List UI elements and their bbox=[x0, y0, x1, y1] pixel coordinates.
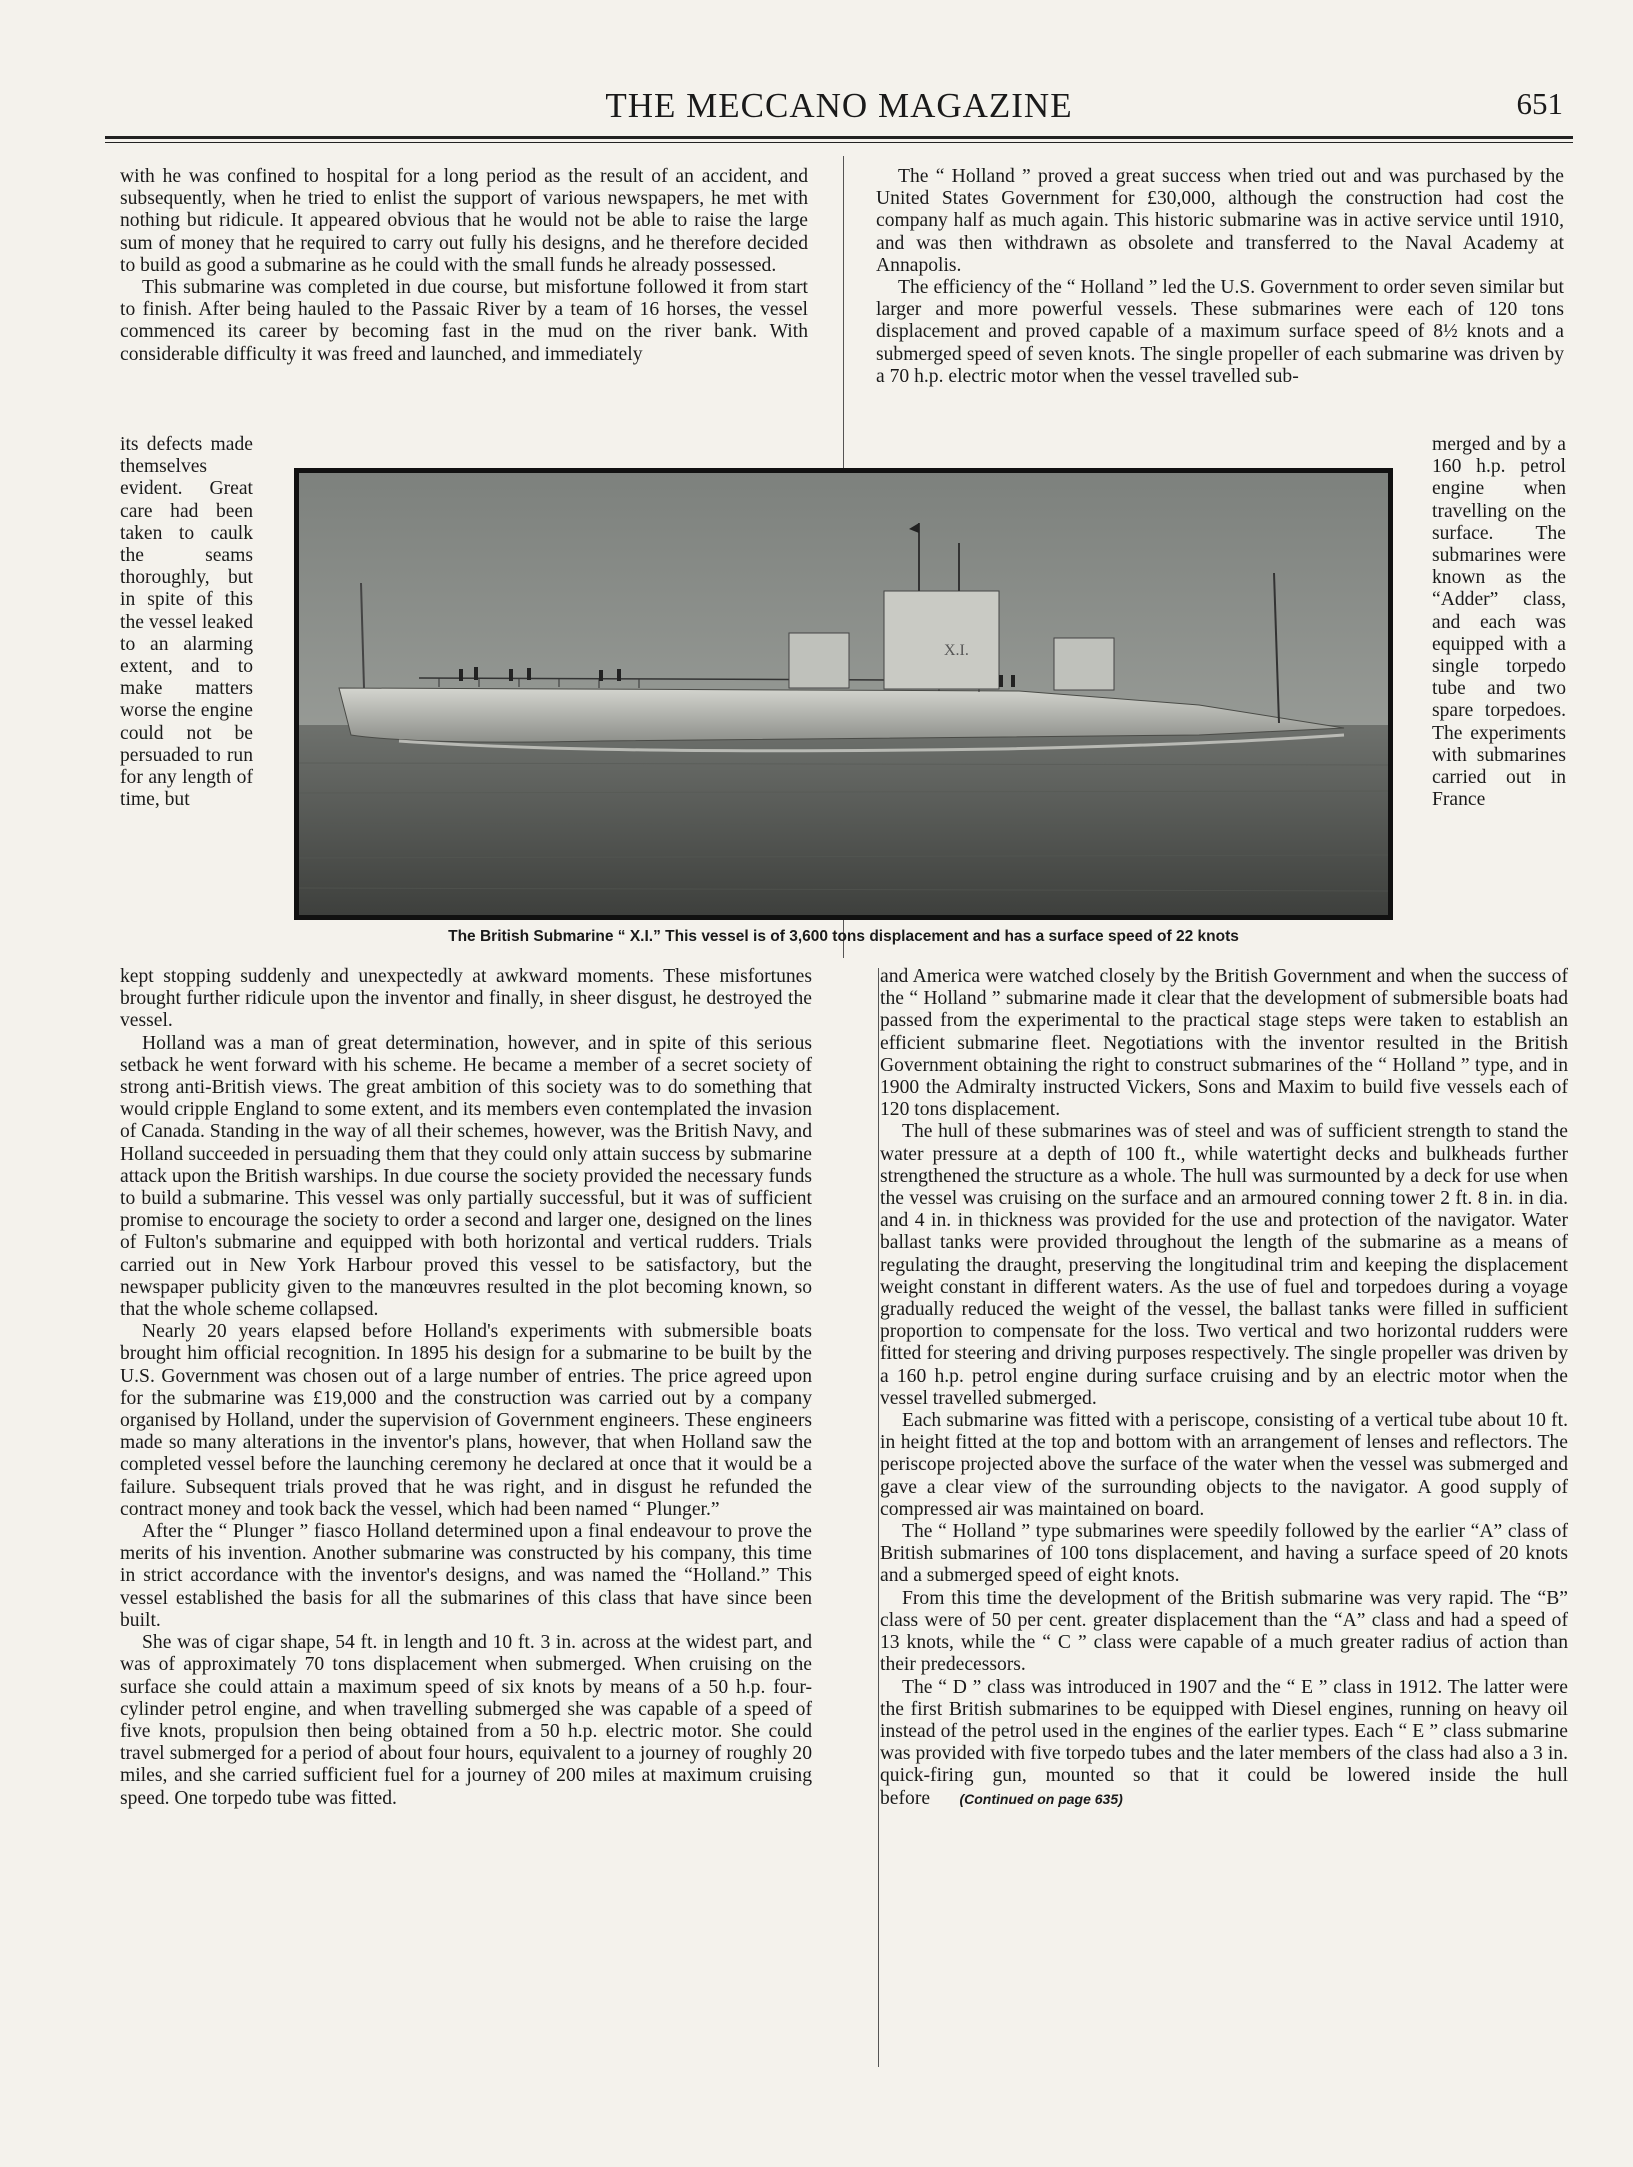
paragraph: The “ Holland ” type submarines were speedily followed by the earlier “A” class of British submarines of 100 tons displacement, and having a surface speed of 20 knots and a submerged speed of eight knots. bbox=[880, 1521, 1568, 1587]
right-column-bottom bbox=[880, 966, 1568, 1810]
paragraph: Nearly 20 years elapsed before Holland's experiments with submersible boats brought him official recognition. In 1895 his design for a submarine to be built by the U.S. Government was chosen out of a large number of entries. The price agreed upon for the submarine was £19,000 and the construction was carried out by a company organised by Holland, under the supervision of Government engineers. These engineers made so many alterations in the inventor's plans, however, that when Holland saw the completed vessel before the launching ceremony he declared at once that it would be a failure. Subsequent trials proved that he was right, and in disgust he refunded the contract money and took back the vessel, which had been named “ Plunger.” bbox=[120, 1321, 812, 1520]
paragraph: Holland was a man of great determination, however, and in spite of this serious setback he went forward with his scheme. He became a member of a secret society of strong anti-British views. The great ambition of this society was to do something that would cripple England to some extent, and its members even contemplated the invasion of Canada. Standing in the way of all their schemes, however, was the British Navy, and Holland succeeded in persuading them that they could only attain success by submarine attack upon the British warships. In due course the society provided the necessary funds to build a submarine. This vessel was only partially successful, but it was of sufficient promise to encourage the society to order a second and larger one, designed on the lines of Fulton's submarine and equipped with both horizontal and vertical rudders. Trials carried out in New York Harbour proved this vessel to be satisfactory, but the newspaper publicity given to the manœuvres resulted in the plot becoming known, so that the whole scheme collapsed. bbox=[120, 1032, 812, 1321]
left-column-top bbox=[120, 166, 808, 366]
submarine-illustration bbox=[299, 473, 1388, 915]
right-column-wrap bbox=[1432, 434, 1566, 811]
paragraph: The hull of these submarines was of steel and was of sufficient strength to stand the water pressure at a depth of 100 ft., while watertight decks and bulkheads further strengthened the structure as a whole. The hull was surmounted by a deck for use when the vessel was cruising on the surface and an armoured conning tower 2 ft. 8 in. in dia. and 4 in. in thickness was provided for the use and protection of the navigator. Water ballast tanks were provided throughout the length of the submarine as a means of regulating the draught, preserving the longitudinal trim and keeping the displacement weight constant in different waters. As the use of fuel and torpedoes during a voyage gradually reduced the weight of the vessel, the ballast tanks were filled in sufficient proportion to compensate for the loss. Two vertical and two horizontal rudders were fitted for steering and driving purposes respectively. The single propeller was driven by a 160 h.p. petrol engine during surface cruising and by an electric motor when the vessel travelled submerged. bbox=[880, 1121, 1568, 1409]
left-column-bottom bbox=[120, 966, 812, 1810]
paragraph: Each submarine was fitted with a periscope, consisting of a vertical tube about 10 ft. in height fitted at the top and bottom with an arrangement of lenses and reflectors. The periscope projected above the surface of the water when the vessel was submerged and gave a clear view of the surrounding objects to the navigator. A good supply of compressed air was maintained on board. bbox=[880, 1410, 1568, 1520]
paragraph: with he was confined to hospital for a long period as the result of an accident, and subsequently, when he tried to enlist the support of various newspapers, he met with nothing but ridicule. It appeared obvious that he would not be able to raise the large sum of money that he required to carry out fully his designs, and he therefore decided to build as good a submarine as he could with the small funds he already possessed. bbox=[120, 166, 808, 276]
page-header bbox=[105, 78, 1573, 130]
magazine-title: THE MECCANO MAGAZINE bbox=[605, 86, 1073, 125]
continued-note: (Continued on page 635) bbox=[959, 1790, 1123, 1807]
hull-marking: X.I. bbox=[944, 642, 969, 659]
paragraph: merged and by a 160 h.p. petrol engine when travelling on the surface. The submarines were known as the “Adder” class, and each was equipped with a single torpedo tube and two spare torpedoes. The experiments with submarines carried out in France bbox=[1432, 434, 1566, 811]
paragraph: The efficiency of the “ Holland ” led the U.S. Government to order seven similar but larger and more powerful vessels. These submarines were each of 120 tons displacement and proved capable of a maximum surface speed of 8½ knots and a submerged speed of seven knots. The single propeller of each submarine was driven by a 70 h.p. electric motor when the vessel travelled sub- bbox=[876, 277, 1564, 387]
paragraph-text: The “ D ” class was introduced in 1907 and the “ E ” class in 1912. The latter were the first British submarines to be equipped with Diesel engines, running on heavy oil instead of the petrol used in the engines of the earlier types. Each “ E ” class submarine was provided with five torpedo tubes and the later members of the class had also a 3 in. quick-firing gun, mounted so that it could be lowered inside the hull before bbox=[880, 1676, 1568, 1809]
right-column-top bbox=[876, 166, 1564, 388]
left-column-wrap bbox=[120, 434, 253, 811]
paragraph: its defects made themselves evident. Great care had been taken to caulk the seams thoroughly, but in spite of this the vessel leaked to an alarming extent, and to make matters worse the engine could not be persuaded to run for any length of time, but bbox=[120, 434, 253, 811]
paragraph: She was of cigar shape, 54 ft. in length and 10 ft. 3 in. across at the widest part, and was of approximately 70 tons displacement when submerged. When cruising on the surface she could attain a maximum speed of six knots by means of a 50 h.p. four-cylinder petrol engine, and when travelling submerged she was capable of a speed of five knots, propulsion then being obtained from a 50 h.p. electric motor. She could travel submerged for a period of about four hours, equivalent to a journey of roughly 20 miles, and she carried sufficient fuel for a journey of 200 miles at maximum cruising speed. One torpedo tube was fitted. bbox=[120, 1632, 812, 1809]
header-rule-thin bbox=[105, 142, 1573, 143]
page-number: 651 bbox=[1516, 86, 1563, 121]
header-rule bbox=[105, 136, 1573, 139]
paragraph: After the “ Plunger ” fiasco Holland determined upon a final endeavour to prove the merits of his invention. Another submarine was constructed by his company, this time in strict accordance with the inventor's designs, and was named the “Holland.” This vessel established the basis for all the submarines of this class that have since been built. bbox=[120, 1521, 812, 1631]
paragraph: From this time the development of the British submarine was very rapid. The “B” class were of 50 per cent. greater displacement than the “A” class and had a speed of 13 knots, while the “ C ” class were capable of a much greater radius of action than their predecessors. bbox=[880, 1587, 1568, 1676]
paragraph: kept stopping suddenly and unexpectedly at awkward moments. These misfortunes brought further ridicule upon the inventor and finally, in sheer disgust, he destroyed the vessel. bbox=[120, 966, 812, 1032]
column-divider bbox=[878, 968, 879, 2067]
submarine-photo bbox=[294, 468, 1393, 920]
paragraph: This submarine was completed in due course, but misfortune followed it from start to finish. After being hauled to the Passaic River by a team of 16 horses, the vessel commenced its career by becoming fast in the mud on the river bank. With considerable difficulty it was freed and launched, and immediately bbox=[120, 277, 808, 365]
photo-caption: The British Submarine “ X.I.” This vessel is of 3,600 tons displacement and has a surface speed of 22 knots bbox=[448, 928, 1239, 945]
paragraph bbox=[880, 1677, 1568, 1810]
paragraph: The “ Holland ” proved a great success when tried out and was purchased by the United States Government for £30,000, although the construction had cost the company half as much again. This historic submarine was in active service until 1910, and was then withdrawn as obsolete and transferred to the Naval Academy at Annapolis. bbox=[876, 166, 1564, 276]
paragraph: and America were watched closely by the British Government and when the success of the “ Holland ” submarine made it clear that the development of submersible boats had passed from the experimental to the practical stage steps were taken to establish an efficient submarine fleet. Negotiations with the inventor resulted in the British Government obtaining the right to construct submarines of the “ Holland ” type, and in 1900 the Admiralty instructed Vickers, Sons and Maxim to build five vessels each of 120 tons displacement. bbox=[880, 966, 1568, 1121]
